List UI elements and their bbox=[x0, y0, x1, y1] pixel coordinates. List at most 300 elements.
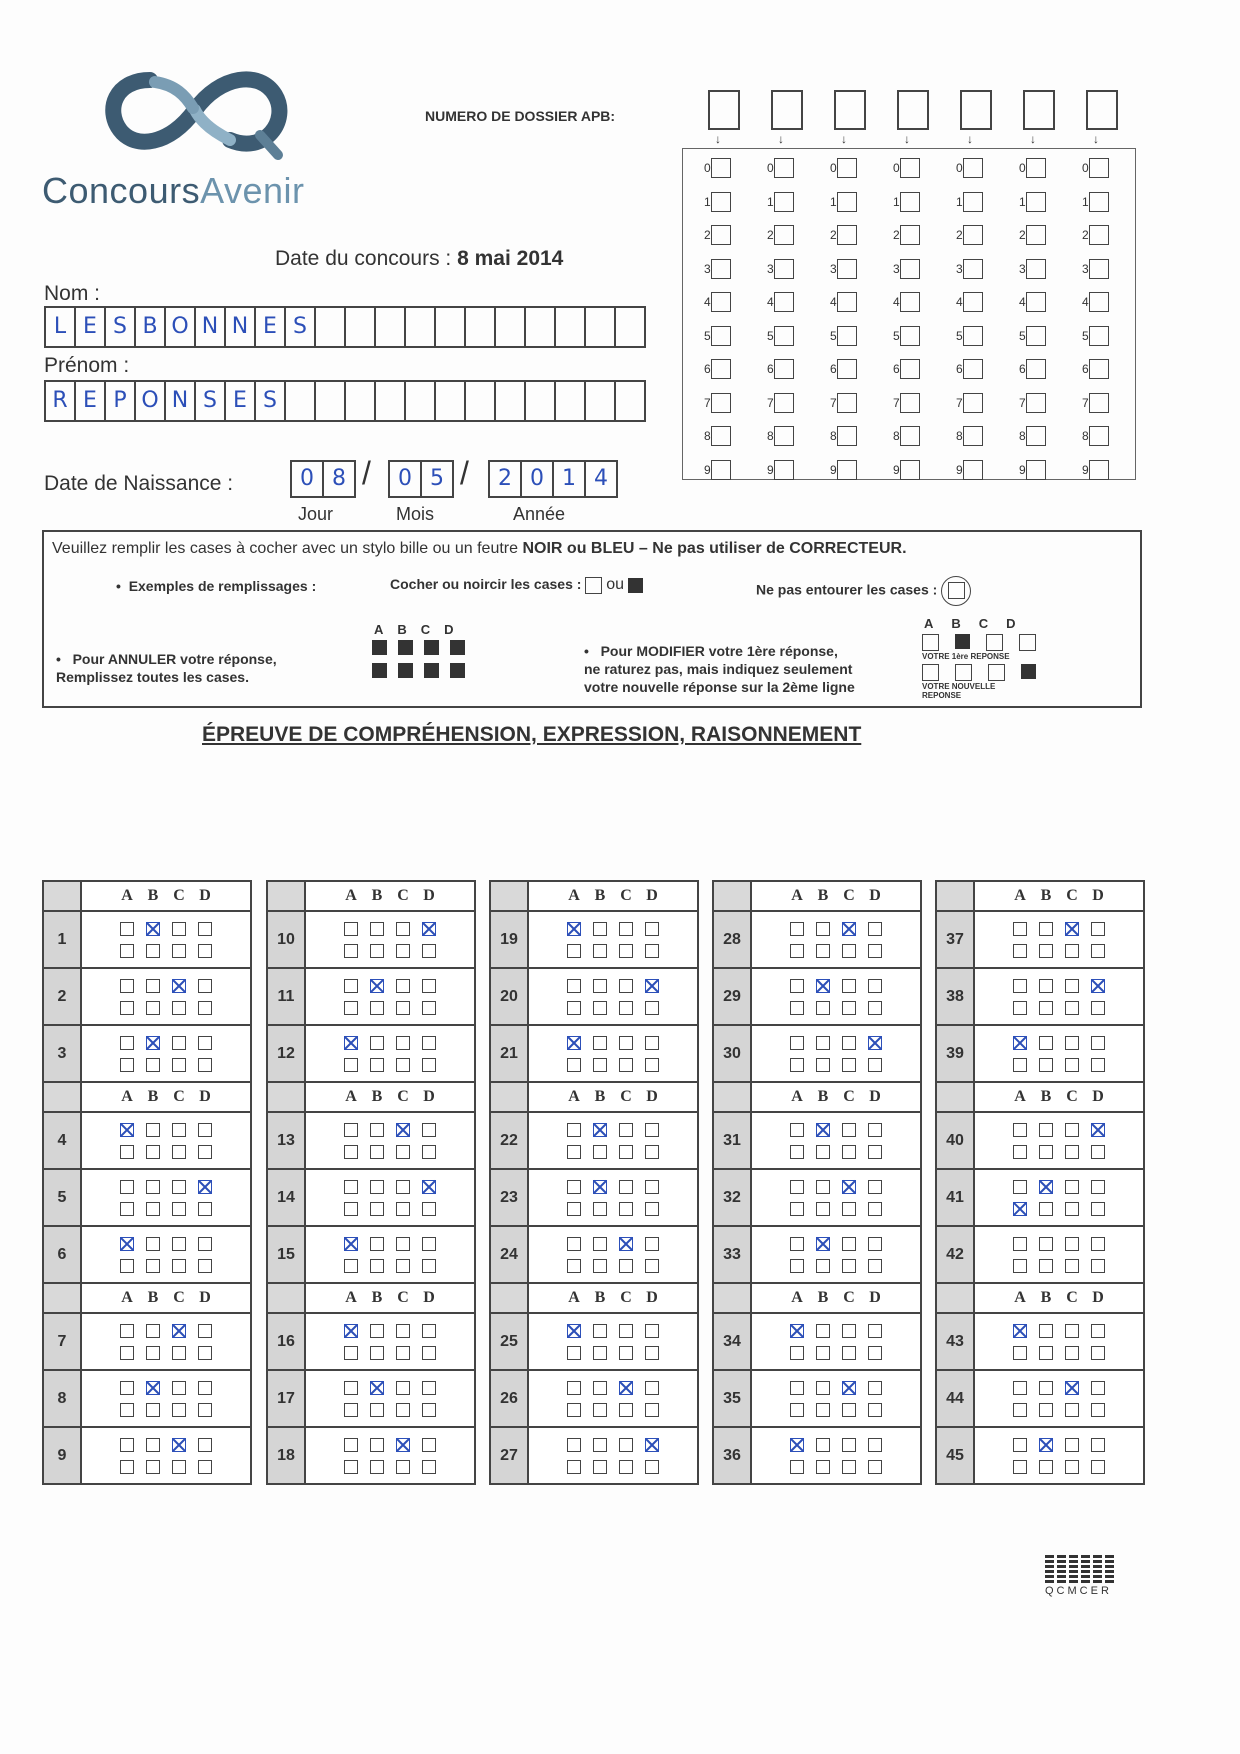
answer-checkbox[interactable] bbox=[619, 1202, 633, 1216]
answer-checkbox[interactable] bbox=[1091, 1460, 1105, 1474]
answer-checkbox[interactable] bbox=[198, 1381, 212, 1395]
digit-checkbox[interactable] bbox=[1026, 192, 1046, 212]
answer-checkbox[interactable] bbox=[1065, 1403, 1079, 1417]
dossier-digit-option[interactable] bbox=[767, 292, 794, 312]
answer-checkbox[interactable] bbox=[1013, 1036, 1027, 1050]
answer-checkbox[interactable] bbox=[1013, 1403, 1027, 1417]
digit-checkbox[interactable] bbox=[1026, 426, 1046, 446]
answer-checkbox[interactable] bbox=[816, 1237, 830, 1251]
answer-checkbox[interactable] bbox=[172, 1237, 186, 1251]
answer-checkbox[interactable] bbox=[344, 922, 358, 936]
answer-checkbox[interactable] bbox=[396, 1202, 410, 1216]
answer-checkbox[interactable] bbox=[422, 922, 436, 936]
answer-checkbox[interactable] bbox=[422, 1237, 436, 1251]
answer-checkbox[interactable] bbox=[172, 1036, 186, 1050]
answer-checkbox[interactable] bbox=[146, 979, 160, 993]
answer-checkbox[interactable] bbox=[1091, 1237, 1105, 1251]
answer-checkbox[interactable] bbox=[146, 1438, 160, 1452]
answer-checkbox[interactable] bbox=[816, 1058, 830, 1072]
digit-checkbox[interactable] bbox=[900, 192, 920, 212]
answer-checkbox[interactable] bbox=[567, 1202, 581, 1216]
answer-checkbox[interactable] bbox=[120, 1324, 134, 1338]
answer-checkbox[interactable] bbox=[370, 1438, 384, 1452]
answer-checkbox[interactable] bbox=[868, 1123, 882, 1137]
answer-checkbox[interactable] bbox=[146, 922, 160, 936]
answer-checkbox[interactable] bbox=[816, 1460, 830, 1474]
answer-checkbox[interactable] bbox=[344, 1036, 358, 1050]
answer-checkbox[interactable] bbox=[1039, 1259, 1053, 1273]
answer-checkbox[interactable] bbox=[344, 1001, 358, 1015]
digit-checkbox[interactable] bbox=[900, 259, 920, 279]
answer-checkbox[interactable] bbox=[619, 1381, 633, 1395]
answer-checkbox[interactable] bbox=[198, 1438, 212, 1452]
answer-checkbox[interactable] bbox=[1091, 1381, 1105, 1395]
answer-checkbox[interactable] bbox=[868, 1381, 882, 1395]
answer-checkbox[interactable] bbox=[422, 1145, 436, 1159]
digit-checkbox[interactable] bbox=[774, 426, 794, 446]
answer-checkbox[interactable] bbox=[1013, 1346, 1027, 1360]
answer-checkbox[interactable] bbox=[396, 1036, 410, 1050]
digit-checkbox[interactable] bbox=[711, 460, 731, 480]
digit-checkbox[interactable] bbox=[1026, 460, 1046, 480]
answer-checkbox[interactable] bbox=[619, 979, 633, 993]
answer-checkbox[interactable] bbox=[1039, 1460, 1053, 1474]
dossier-digit-option[interactable] bbox=[830, 292, 857, 312]
answer-checkbox[interactable] bbox=[645, 1036, 659, 1050]
answer-checkbox[interactable] bbox=[146, 1123, 160, 1137]
prenom-field[interactable] bbox=[44, 380, 646, 422]
dossier-digit-option[interactable] bbox=[830, 192, 857, 212]
digit-checkbox[interactable] bbox=[963, 259, 983, 279]
answer-checkbox[interactable] bbox=[370, 1001, 384, 1015]
answer-checkbox[interactable] bbox=[370, 1324, 384, 1338]
answer-checkbox[interactable] bbox=[172, 944, 186, 958]
answer-checkbox[interactable] bbox=[146, 1180, 160, 1194]
dossier-digit-option[interactable] bbox=[956, 259, 983, 279]
dossier-digit-option[interactable] bbox=[1019, 292, 1046, 312]
answer-checkbox[interactable] bbox=[396, 1123, 410, 1137]
answer-checkbox[interactable] bbox=[790, 922, 804, 936]
answer-checkbox[interactable] bbox=[344, 1202, 358, 1216]
answer-checkbox[interactable] bbox=[120, 1145, 134, 1159]
answer-checkbox[interactable] bbox=[1039, 1001, 1053, 1015]
answer-checkbox[interactable] bbox=[868, 1058, 882, 1072]
answer-checkbox[interactable] bbox=[1091, 1180, 1105, 1194]
answer-checkbox[interactable] bbox=[422, 1123, 436, 1137]
answer-checkbox[interactable] bbox=[198, 1036, 212, 1050]
answer-checkbox[interactable] bbox=[1091, 922, 1105, 936]
answer-checkbox[interactable] bbox=[868, 1001, 882, 1015]
answer-checkbox[interactable] bbox=[370, 1346, 384, 1360]
dossier-digit-option[interactable] bbox=[704, 359, 731, 379]
digit-checkbox[interactable] bbox=[1026, 259, 1046, 279]
answer-checkbox[interactable] bbox=[172, 1202, 186, 1216]
digit-checkbox[interactable] bbox=[1089, 292, 1109, 312]
answer-checkbox[interactable] bbox=[198, 1180, 212, 1194]
answer-checkbox[interactable] bbox=[1013, 1001, 1027, 1015]
answer-checkbox[interactable] bbox=[593, 1346, 607, 1360]
dossier-digit-option[interactable] bbox=[704, 158, 731, 178]
digit-checkbox[interactable] bbox=[900, 426, 920, 446]
answer-checkbox[interactable] bbox=[422, 1001, 436, 1015]
answer-checkbox[interactable] bbox=[146, 1259, 160, 1273]
answer-checkbox[interactable] bbox=[619, 1145, 633, 1159]
dossier-digit-option[interactable] bbox=[704, 292, 731, 312]
dossier-digit-option[interactable] bbox=[893, 158, 920, 178]
answer-checkbox[interactable] bbox=[172, 1123, 186, 1137]
digit-checkbox[interactable] bbox=[837, 393, 857, 413]
answer-checkbox[interactable] bbox=[619, 1036, 633, 1050]
answer-checkbox[interactable] bbox=[1065, 1438, 1079, 1452]
answer-checkbox[interactable] bbox=[619, 1237, 633, 1251]
answer-checkbox[interactable] bbox=[816, 1324, 830, 1338]
answer-checkbox[interactable] bbox=[567, 979, 581, 993]
answer-checkbox[interactable] bbox=[1013, 1381, 1027, 1395]
digit-checkbox[interactable] bbox=[900, 359, 920, 379]
answer-checkbox[interactable] bbox=[868, 1460, 882, 1474]
dossier-digit-option[interactable] bbox=[893, 326, 920, 346]
dossier-digit-option[interactable] bbox=[956, 158, 983, 178]
answer-checkbox[interactable] bbox=[645, 1180, 659, 1194]
digit-checkbox[interactable] bbox=[1026, 326, 1046, 346]
answer-checkbox[interactable] bbox=[172, 1058, 186, 1072]
answer-checkbox[interactable] bbox=[1013, 922, 1027, 936]
answer-checkbox[interactable] bbox=[146, 1202, 160, 1216]
digit-checkbox[interactable] bbox=[774, 158, 794, 178]
dossier-digit-box[interactable] bbox=[1023, 90, 1055, 130]
dossier-digit-option[interactable] bbox=[1082, 192, 1109, 212]
dossier-digit-option[interactable] bbox=[830, 426, 857, 446]
dossier-digit-option[interactable] bbox=[893, 292, 920, 312]
dossier-digit-option[interactable] bbox=[893, 393, 920, 413]
answer-checkbox[interactable] bbox=[816, 1001, 830, 1015]
answer-checkbox[interactable] bbox=[593, 1237, 607, 1251]
answer-checkbox[interactable] bbox=[790, 1001, 804, 1015]
digit-checkbox[interactable] bbox=[837, 259, 857, 279]
answer-checkbox[interactable] bbox=[593, 1324, 607, 1338]
answer-checkbox[interactable] bbox=[868, 1237, 882, 1251]
answer-checkbox[interactable] bbox=[645, 1460, 659, 1474]
answer-checkbox[interactable] bbox=[1039, 1438, 1053, 1452]
digit-checkbox[interactable] bbox=[1026, 225, 1046, 245]
digit-checkbox[interactable] bbox=[711, 426, 731, 446]
answer-checkbox[interactable] bbox=[868, 1346, 882, 1360]
answer-checkbox[interactable] bbox=[1091, 1058, 1105, 1072]
answer-checkbox[interactable] bbox=[146, 1381, 160, 1395]
answer-checkbox[interactable] bbox=[619, 1259, 633, 1273]
answer-checkbox[interactable] bbox=[593, 944, 607, 958]
answer-checkbox[interactable] bbox=[396, 1001, 410, 1015]
dossier-digit-option[interactable] bbox=[1019, 359, 1046, 379]
answer-checkbox[interactable] bbox=[422, 1381, 436, 1395]
answer-checkbox[interactable] bbox=[1091, 1202, 1105, 1216]
answer-checkbox[interactable] bbox=[1039, 1346, 1053, 1360]
answer-checkbox[interactable] bbox=[790, 1237, 804, 1251]
answer-checkbox[interactable] bbox=[790, 1058, 804, 1072]
dossier-digit-option[interactable] bbox=[704, 460, 731, 480]
answer-checkbox[interactable] bbox=[567, 1180, 581, 1194]
dossier-digit-option[interactable] bbox=[767, 259, 794, 279]
answer-checkbox[interactable] bbox=[1091, 1324, 1105, 1338]
birth-day-field[interactable] bbox=[290, 460, 356, 498]
answer-checkbox[interactable] bbox=[567, 1403, 581, 1417]
answer-checkbox[interactable] bbox=[842, 1180, 856, 1194]
answer-checkbox[interactable] bbox=[198, 1403, 212, 1417]
dossier-digit-option[interactable] bbox=[767, 426, 794, 446]
digit-checkbox[interactable] bbox=[963, 426, 983, 446]
answer-checkbox[interactable] bbox=[1039, 1202, 1053, 1216]
answer-checkbox[interactable] bbox=[567, 1123, 581, 1137]
answer-checkbox[interactable] bbox=[1065, 1001, 1079, 1015]
answer-checkbox[interactable] bbox=[1039, 1324, 1053, 1338]
answer-checkbox[interactable] bbox=[146, 1145, 160, 1159]
answer-checkbox[interactable] bbox=[146, 1460, 160, 1474]
answer-checkbox[interactable] bbox=[790, 1036, 804, 1050]
answer-checkbox[interactable] bbox=[842, 1237, 856, 1251]
answer-checkbox[interactable] bbox=[816, 1403, 830, 1417]
dossier-digit-option[interactable] bbox=[767, 326, 794, 346]
digit-checkbox[interactable] bbox=[963, 326, 983, 346]
dossier-digit-option[interactable] bbox=[830, 460, 857, 480]
dossier-digit-option[interactable] bbox=[893, 426, 920, 446]
answer-checkbox[interactable] bbox=[842, 1036, 856, 1050]
answer-checkbox[interactable] bbox=[1039, 1237, 1053, 1251]
answer-checkbox[interactable] bbox=[396, 1237, 410, 1251]
answer-checkbox[interactable] bbox=[842, 1460, 856, 1474]
answer-checkbox[interactable] bbox=[370, 1036, 384, 1050]
answer-checkbox[interactable] bbox=[1039, 922, 1053, 936]
answer-checkbox[interactable] bbox=[422, 1036, 436, 1050]
digit-checkbox[interactable] bbox=[711, 359, 731, 379]
answer-checkbox[interactable] bbox=[198, 1346, 212, 1360]
dossier-digit-option[interactable] bbox=[830, 225, 857, 245]
answer-checkbox[interactable] bbox=[1039, 1403, 1053, 1417]
answer-checkbox[interactable] bbox=[422, 1324, 436, 1338]
dossier-digit-option[interactable] bbox=[1082, 460, 1109, 480]
answer-checkbox[interactable] bbox=[619, 1403, 633, 1417]
digit-checkbox[interactable] bbox=[837, 192, 857, 212]
answer-checkbox[interactable] bbox=[146, 944, 160, 958]
answer-checkbox[interactable] bbox=[1091, 979, 1105, 993]
dossier-digit-option[interactable] bbox=[767, 393, 794, 413]
digit-checkbox[interactable] bbox=[1089, 192, 1109, 212]
answer-checkbox[interactable] bbox=[1039, 1123, 1053, 1137]
answer-checkbox[interactable] bbox=[1013, 979, 1027, 993]
digit-checkbox[interactable] bbox=[711, 225, 731, 245]
answer-checkbox[interactable] bbox=[567, 1460, 581, 1474]
answer-checkbox[interactable] bbox=[172, 1180, 186, 1194]
digit-checkbox[interactable] bbox=[1089, 359, 1109, 379]
answer-checkbox[interactable] bbox=[645, 922, 659, 936]
answer-checkbox[interactable] bbox=[422, 1058, 436, 1072]
answer-checkbox[interactable] bbox=[344, 1259, 358, 1273]
dossier-digit-option[interactable] bbox=[1019, 225, 1046, 245]
digit-checkbox[interactable] bbox=[774, 393, 794, 413]
answer-checkbox[interactable] bbox=[1039, 1180, 1053, 1194]
dossier-digit-option[interactable] bbox=[1082, 359, 1109, 379]
digit-checkbox[interactable] bbox=[1026, 393, 1046, 413]
answer-checkbox[interactable] bbox=[842, 944, 856, 958]
answer-checkbox[interactable] bbox=[1065, 1123, 1079, 1137]
answer-checkbox[interactable] bbox=[816, 1381, 830, 1395]
dossier-digit-box[interactable] bbox=[960, 90, 992, 130]
answer-checkbox[interactable] bbox=[645, 1403, 659, 1417]
dossier-digit-option[interactable] bbox=[1019, 393, 1046, 413]
answer-checkbox[interactable] bbox=[868, 922, 882, 936]
answer-checkbox[interactable] bbox=[593, 1202, 607, 1216]
answer-checkbox[interactable] bbox=[790, 1259, 804, 1273]
answer-checkbox[interactable] bbox=[120, 1202, 134, 1216]
answer-checkbox[interactable] bbox=[422, 944, 436, 958]
digit-checkbox[interactable] bbox=[711, 326, 731, 346]
answer-checkbox[interactable] bbox=[370, 979, 384, 993]
dossier-digit-option[interactable] bbox=[1082, 393, 1109, 413]
digit-checkbox[interactable] bbox=[900, 393, 920, 413]
dossier-digit-option[interactable] bbox=[1019, 426, 1046, 446]
answer-checkbox[interactable] bbox=[593, 1403, 607, 1417]
answer-checkbox[interactable] bbox=[790, 944, 804, 958]
answer-checkbox[interactable] bbox=[396, 1324, 410, 1338]
answer-checkbox[interactable] bbox=[645, 1438, 659, 1452]
answer-checkbox[interactable] bbox=[370, 1237, 384, 1251]
answer-checkbox[interactable] bbox=[198, 979, 212, 993]
dossier-digit-box[interactable] bbox=[1086, 90, 1118, 130]
answer-checkbox[interactable] bbox=[172, 1324, 186, 1338]
dossier-digit-option[interactable] bbox=[704, 326, 731, 346]
dossier-digit-box[interactable] bbox=[708, 90, 740, 130]
dossier-digit-option[interactable] bbox=[956, 426, 983, 446]
answer-checkbox[interactable] bbox=[842, 1403, 856, 1417]
answer-checkbox[interactable] bbox=[396, 1381, 410, 1395]
answer-checkbox[interactable] bbox=[1091, 1438, 1105, 1452]
digit-checkbox[interactable] bbox=[900, 225, 920, 245]
answer-checkbox[interactable] bbox=[1091, 1403, 1105, 1417]
answer-checkbox[interactable] bbox=[370, 1460, 384, 1474]
digit-checkbox[interactable] bbox=[1026, 292, 1046, 312]
answer-checkbox[interactable] bbox=[1013, 1145, 1027, 1159]
dossier-digit-option[interactable] bbox=[956, 393, 983, 413]
dossier-digit-option[interactable] bbox=[704, 259, 731, 279]
dossier-digit-option[interactable] bbox=[956, 192, 983, 212]
answer-checkbox[interactable] bbox=[1065, 1145, 1079, 1159]
answer-checkbox[interactable] bbox=[842, 1381, 856, 1395]
answer-checkbox[interactable] bbox=[567, 1145, 581, 1159]
answer-checkbox[interactable] bbox=[172, 1403, 186, 1417]
answer-checkbox[interactable] bbox=[645, 1123, 659, 1137]
answer-checkbox[interactable] bbox=[146, 1237, 160, 1251]
answer-checkbox[interactable] bbox=[1065, 1202, 1079, 1216]
answer-checkbox[interactable] bbox=[198, 1324, 212, 1338]
answer-checkbox[interactable] bbox=[344, 1058, 358, 1072]
answer-checkbox[interactable] bbox=[868, 1438, 882, 1452]
answer-checkbox[interactable] bbox=[370, 1145, 384, 1159]
digit-checkbox[interactable] bbox=[837, 426, 857, 446]
answer-checkbox[interactable] bbox=[645, 1001, 659, 1015]
answer-checkbox[interactable] bbox=[593, 1438, 607, 1452]
answer-checkbox[interactable] bbox=[868, 1259, 882, 1273]
answer-checkbox[interactable] bbox=[1091, 1123, 1105, 1137]
answer-checkbox[interactable] bbox=[619, 1324, 633, 1338]
answer-checkbox[interactable] bbox=[842, 1145, 856, 1159]
answer-checkbox[interactable] bbox=[344, 1145, 358, 1159]
answer-checkbox[interactable] bbox=[120, 1403, 134, 1417]
answer-checkbox[interactable] bbox=[868, 1324, 882, 1338]
answer-checkbox[interactable] bbox=[120, 1058, 134, 1072]
answer-checkbox[interactable] bbox=[567, 1346, 581, 1360]
answer-checkbox[interactable] bbox=[816, 1438, 830, 1452]
answer-checkbox[interactable] bbox=[816, 1202, 830, 1216]
answer-checkbox[interactable] bbox=[816, 979, 830, 993]
answer-checkbox[interactable] bbox=[816, 1145, 830, 1159]
dossier-digit-option[interactable] bbox=[1082, 259, 1109, 279]
answer-checkbox[interactable] bbox=[816, 1123, 830, 1137]
answer-checkbox[interactable] bbox=[344, 1180, 358, 1194]
answer-checkbox[interactable] bbox=[422, 1460, 436, 1474]
answer-checkbox[interactable] bbox=[868, 944, 882, 958]
digit-checkbox[interactable] bbox=[774, 460, 794, 480]
answer-checkbox[interactable] bbox=[172, 922, 186, 936]
digit-checkbox[interactable] bbox=[1026, 158, 1046, 178]
answer-checkbox[interactable] bbox=[1013, 1202, 1027, 1216]
answer-checkbox[interactable] bbox=[842, 1438, 856, 1452]
answer-checkbox[interactable] bbox=[816, 1180, 830, 1194]
answer-checkbox[interactable] bbox=[370, 922, 384, 936]
digit-checkbox[interactable] bbox=[900, 460, 920, 480]
answer-checkbox[interactable] bbox=[593, 1460, 607, 1474]
digit-checkbox[interactable] bbox=[900, 292, 920, 312]
answer-checkbox[interactable] bbox=[567, 1324, 581, 1338]
digit-checkbox[interactable] bbox=[774, 359, 794, 379]
dossier-digit-option[interactable] bbox=[830, 359, 857, 379]
answer-checkbox[interactable] bbox=[567, 1259, 581, 1273]
birth-year-field[interactable] bbox=[488, 460, 618, 498]
answer-checkbox[interactable] bbox=[422, 1180, 436, 1194]
answer-checkbox[interactable] bbox=[842, 1346, 856, 1360]
answer-checkbox[interactable] bbox=[172, 1460, 186, 1474]
dossier-digit-option[interactable] bbox=[767, 460, 794, 480]
answer-checkbox[interactable] bbox=[198, 1123, 212, 1137]
answer-checkbox[interactable] bbox=[593, 1145, 607, 1159]
answer-checkbox[interactable] bbox=[619, 1346, 633, 1360]
answer-checkbox[interactable] bbox=[567, 1001, 581, 1015]
answer-checkbox[interactable] bbox=[1013, 1460, 1027, 1474]
digit-checkbox[interactable] bbox=[711, 292, 731, 312]
dossier-digit-option[interactable] bbox=[893, 259, 920, 279]
answer-checkbox[interactable] bbox=[198, 1202, 212, 1216]
answer-checkbox[interactable] bbox=[1065, 1237, 1079, 1251]
answer-checkbox[interactable] bbox=[790, 1202, 804, 1216]
answer-checkbox[interactable] bbox=[619, 1460, 633, 1474]
answer-checkbox[interactable] bbox=[619, 1058, 633, 1072]
answer-checkbox[interactable] bbox=[645, 1324, 659, 1338]
answer-checkbox[interactable] bbox=[1091, 1145, 1105, 1159]
answer-checkbox[interactable] bbox=[790, 1346, 804, 1360]
answer-checkbox[interactable] bbox=[868, 979, 882, 993]
answer-checkbox[interactable] bbox=[790, 1381, 804, 1395]
answer-checkbox[interactable] bbox=[172, 1145, 186, 1159]
answer-checkbox[interactable] bbox=[120, 979, 134, 993]
answer-checkbox[interactable] bbox=[172, 1381, 186, 1395]
digit-checkbox[interactable] bbox=[837, 158, 857, 178]
digit-checkbox[interactable] bbox=[711, 192, 731, 212]
answer-checkbox[interactable] bbox=[344, 1403, 358, 1417]
answer-checkbox[interactable] bbox=[172, 1001, 186, 1015]
answer-checkbox[interactable] bbox=[120, 944, 134, 958]
answer-checkbox[interactable] bbox=[172, 1346, 186, 1360]
dossier-digit-box[interactable] bbox=[771, 90, 803, 130]
digit-checkbox[interactable] bbox=[963, 292, 983, 312]
digit-checkbox[interactable] bbox=[711, 393, 731, 413]
